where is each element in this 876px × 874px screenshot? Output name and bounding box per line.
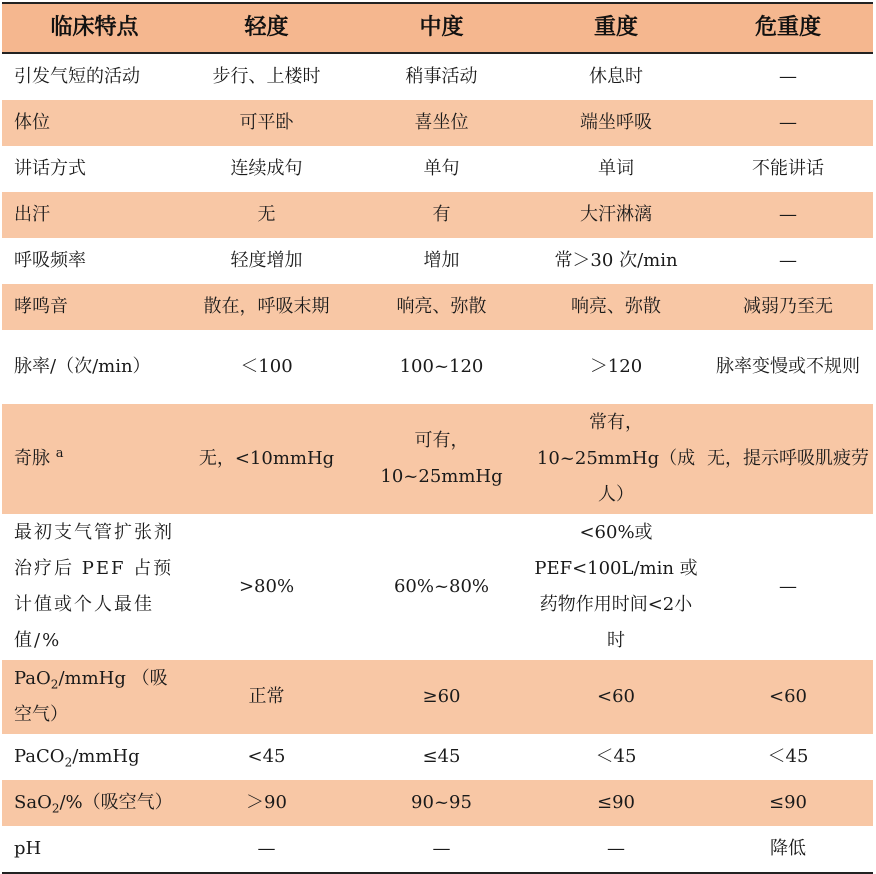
feature-sub: 2 (64, 755, 73, 770)
cell-severe: <60 (529, 660, 703, 734)
cell-moderate: — (354, 826, 529, 873)
feature-pre: PaCO (14, 746, 65, 767)
cell-critical: ≤90 (703, 780, 873, 826)
cell-moderate: 增加 (354, 238, 529, 284)
cell-mild: 散在，呼吸末期 (179, 284, 354, 330)
header-moderate: 中度 (354, 3, 529, 53)
row-feature: 脉率/（次/min） (2, 330, 179, 404)
row-feature (2, 780, 179, 826)
cell-moderate: 60%~80% (354, 514, 529, 660)
asthma-severity-table (2, 2, 873, 874)
cell-severe: 响亮、弥散 (529, 284, 703, 330)
feature-sub: 2 (50, 677, 59, 692)
row-feature: 哮鸣音 (2, 284, 179, 330)
cell-moderate: 可有，10~25mmHg (354, 404, 529, 514)
cell-moderate: 有 (354, 192, 529, 238)
table-row (2, 238, 873, 284)
cell-critical: 脉率变慢或不规则 (703, 330, 873, 404)
cell-mild: 连续成句 (179, 146, 354, 192)
footnote-marker: a (55, 446, 64, 461)
feature-pre: SaO (14, 792, 52, 813)
row-feature (2, 404, 179, 514)
cell-mild: >80% (179, 514, 354, 660)
header-feature: 临床特点 (2, 3, 179, 53)
row-feature: 呼吸频率 (2, 238, 179, 284)
cell-critical: — (703, 514, 873, 660)
table-row (2, 192, 873, 238)
table-row (2, 660, 873, 734)
cell-mild: — (179, 826, 354, 873)
row-feature: 讲话方式 (2, 146, 179, 192)
cell-critical: 降低 (703, 826, 873, 873)
table-row (2, 284, 873, 330)
table-row (2, 404, 873, 514)
row-feature (2, 734, 179, 780)
cell-severe: 常＞30 次/min (529, 238, 703, 284)
cell-moderate: 喜坐位 (354, 100, 529, 146)
cell-mild: 无，<10mmHg (179, 404, 354, 514)
header-severe: 重度 (529, 3, 703, 53)
cell-severe: — (529, 826, 703, 873)
cell-mild: <45 (179, 734, 354, 780)
table-row (2, 53, 873, 100)
cell-critical: 不能讲话 (703, 146, 873, 192)
feature-sub: 2 (51, 801, 60, 816)
cell-severe: <60%或PEF<100L/min 或药物作用时间<2小时 (529, 514, 703, 660)
table-row (2, 826, 873, 873)
cell-critical: — (703, 192, 873, 238)
row-feature: 体位 (2, 100, 179, 146)
cell-severe: 端坐呼吸 (529, 100, 703, 146)
cell-moderate: 单句 (354, 146, 529, 192)
feature-post: /mmHg (72, 746, 140, 767)
feature-post: /mmHg （吸空气） (14, 668, 168, 725)
cell-critical: — (703, 100, 873, 146)
cell-mild: 步行、上楼时 (179, 53, 354, 100)
table-row (2, 514, 873, 660)
cell-severe: 单词 (529, 146, 703, 192)
cell-critical: 减弱乃至无 (703, 284, 873, 330)
table-row (2, 330, 873, 404)
header-critical: 危重度 (703, 3, 873, 53)
table-row (2, 734, 873, 780)
cell-severe: ＜45 (529, 734, 703, 780)
cell-critical: — (703, 53, 873, 100)
row-feature: 引发气短的活动 (2, 53, 179, 100)
cell-critical: — (703, 238, 873, 284)
cell-mild: 无 (179, 192, 354, 238)
feature-text: 奇脉 (14, 448, 50, 469)
table-row (2, 100, 873, 146)
header-row (2, 3, 873, 53)
cell-critical: <60 (703, 660, 873, 734)
cell-moderate: 90~95 (354, 780, 529, 826)
table-row (2, 780, 873, 826)
cell-moderate: ≤45 (354, 734, 529, 780)
feature-post: /%（吸空气） (59, 792, 173, 813)
row-feature: 最初支气管扩张剂治疗后 PEF 占预计值或个人最佳值/% (2, 514, 179, 660)
cell-mild: ＞90 (179, 780, 354, 826)
row-feature: pH (2, 826, 179, 873)
cell-mild: 正常 (179, 660, 354, 734)
cell-moderate: 稍事活动 (354, 53, 529, 100)
cell-mild: 可平卧 (179, 100, 354, 146)
cell-mild: ＜100 (179, 330, 354, 404)
cell-moderate: 100~120 (354, 330, 529, 404)
cell-severe: ＞120 (529, 330, 703, 404)
cell-mild: 轻度增加 (179, 238, 354, 284)
table-row (2, 146, 873, 192)
cell-moderate: 响亮、弥散 (354, 284, 529, 330)
cell-severe: 大汗淋漓 (529, 192, 703, 238)
feature-pre: PaO (14, 668, 51, 689)
header-mild: 轻度 (179, 3, 354, 53)
cell-severe: 常有，10~25mmHg（成人） (529, 404, 703, 514)
row-feature: 出汗 (2, 192, 179, 238)
cell-severe: 休息时 (529, 53, 703, 100)
cell-moderate: ≥60 (354, 660, 529, 734)
cell-severe: ≤90 (529, 780, 703, 826)
cell-critical: 无，提示呼吸肌疲劳 (703, 404, 873, 514)
row-feature (2, 660, 179, 734)
cell-critical: ＜45 (703, 734, 873, 780)
